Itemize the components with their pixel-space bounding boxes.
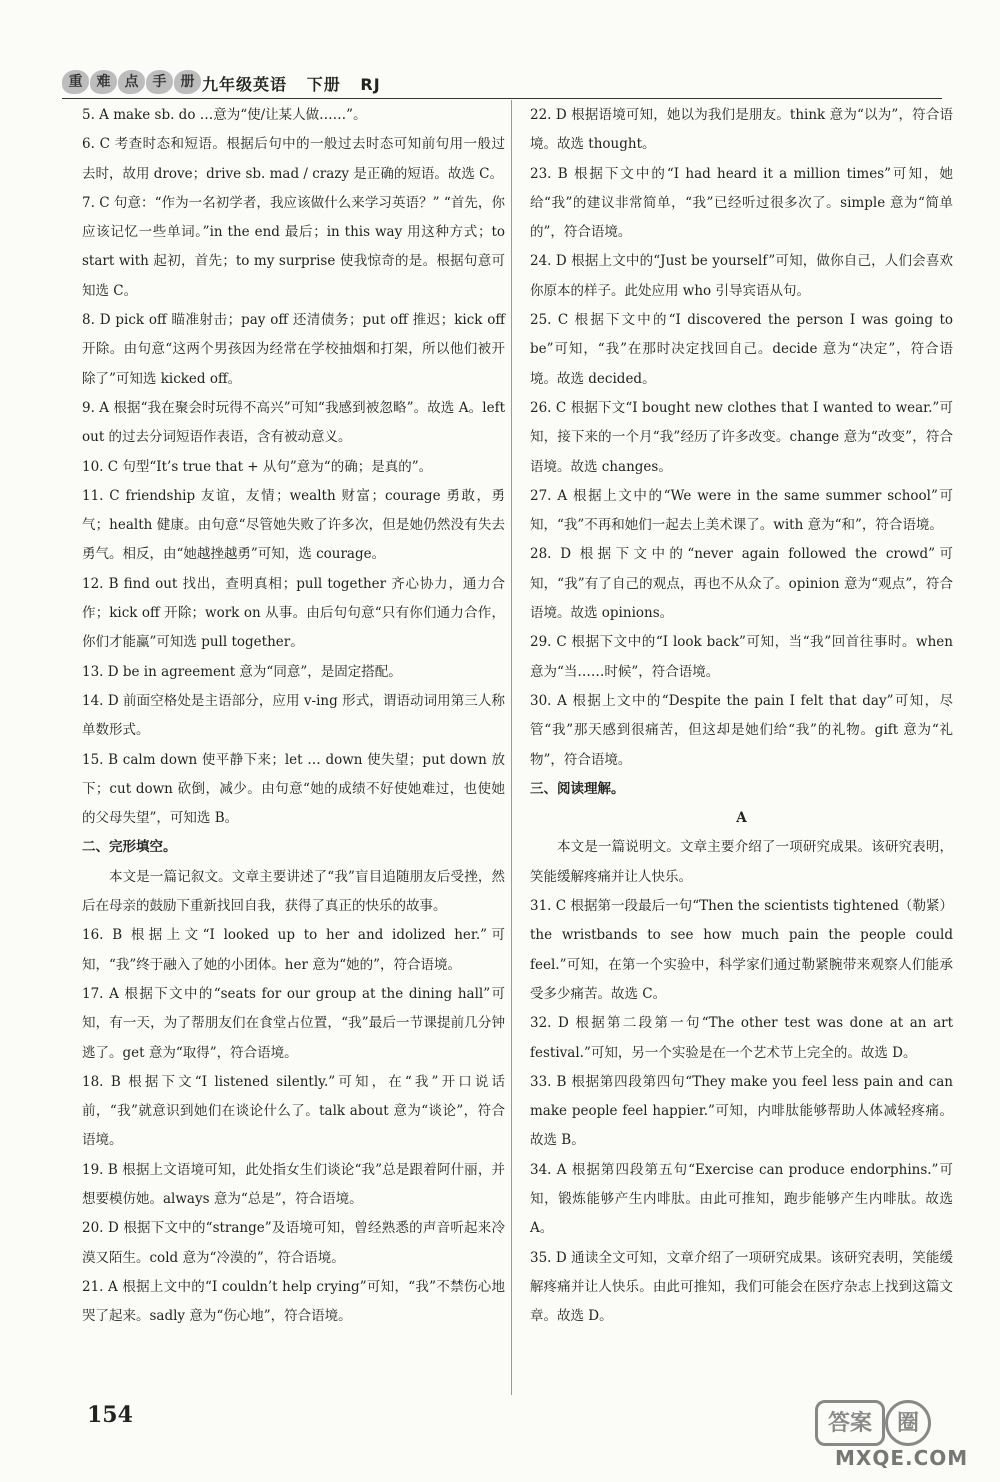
answer-item: 26. C 根据下文“I bought new clothes that I wanted to wear.”可知，接下来的一个月“我”经历了许多改变。change 意为“改变”，符合语境。故选 changes。 — [530, 399, 953, 475]
answer-item: 7. C 句意：“作为一名初学者，我应该做什么来学习英语？” “首先，你应该记忆一些单词。”in the end 最后；in this way 用这种方式；to start with 起初，首先；to my surprise 使我惊奇的是。根据句意可知选 C。 — [82, 194, 505, 299]
answer-item: 19. B 根据上文语境可知，此处指女生们谈论“我”总是跟着阿什丽，并想要模仿她。always 意为“总是”，符合语境。 — [82, 1161, 505, 1207]
left-column — [82, 101, 505, 1331]
answer-item: 21. A 根据上文中的“I couldn’t help crying”可知，“我”不禁伤心地哭了起来。sadly 意为“伤心地”，符合语境。 — [82, 1278, 505, 1325]
logo-char: 册 — [174, 70, 201, 94]
subject-title: 九年级英语 下册 RJ — [202, 75, 381, 94]
answer-item: 24. D 根据上文中的“Just be yourself”可知，做你自己，人们会喜欢你原本的样子。此处应用 who 引导宾语从句。 — [530, 253, 953, 299]
answer-item: 33. B 根据第四段第四句“They make you feel less pain and can make people feel happier.”可知，内啡肽能够帮助人体减轻疼痛。故选 B。 — [530, 1073, 953, 1149]
answer-item: 18. B 根据下文“I listened silently.”可知，在“我”开口说话前，“我”就意识到她们在谈论什么了。talk about 意为“谈论”，符合语境。 — [82, 1073, 505, 1149]
answer-item: 35. D 通读全文可知，文章介绍了一项研究成果。该研究表明，笑能缓解疼痛并让人快乐。由此可推知，我们可能会在医疗杂志上找到这篇文章。故选 D。 — [530, 1249, 953, 1325]
answer-item: 17. A 根据下文中的“seats for our group at the dining hall”可知，有一天，为了帮朋友们在食堂占位置，“我”最后一节课提前几分钟逃了。get 意为“取得”，符合语境。 — [82, 985, 505, 1061]
answer-item: 11. C friendship 友谊，友情；wealth 财富；courage 勇敢，勇气；health 健康。由句意“尽管她失败了许多次，但是她仍然没有失去勇气。相反，由“她越挫越勇”可知，选 courage。 — [82, 487, 505, 563]
answer-item: 20. D 根据下文中的“strange”及语境可知，曾经熟悉的声音听起来冷漠又陌生。cold 意为“冷漠的”，符合语境。 — [82, 1220, 505, 1266]
page-header — [62, 68, 942, 98]
watermark-text: MXQE.COM — [835, 1446, 969, 1470]
answer-item: 13. D be in agreement 意为“同意”，是固定搭配。 — [82, 663, 402, 680]
watermark-logo-icon: 答案 — [815, 1400, 885, 1446]
answer-item: 25. C 根据下文中的“I discovered the person I was going to be”可知，“我”在那时决定找回自己。decide 意为“决定”，符合语境。故选 decided。 — [530, 312, 953, 387]
answer-item: 9. A 根据“我在聚会时玩得不高兴”可知“我感到被忽略”。故选 A。left out 的过去分词短语作表语，含有被动意义。 — [82, 399, 505, 446]
header-rule — [62, 98, 942, 99]
logo-char: 手 — [146, 70, 173, 94]
passage-label: A — [736, 810, 747, 827]
answer-item: 23. B 根据下文中的“I had heard it a million times”可知，她给“我”的建议非常简单，“我”已经听过很多次了。simple 意为“简单的”，符合语境。 — [530, 165, 953, 241]
answer-item: 16. B 根据上文“I looked up to her and idolized her.”可知，“我”终于融入了她的小团体。her 意为“她的”，符合语境。 — [82, 927, 505, 973]
answer-item: 30. A 根据上文中的“Despite the pain I felt that day”可知，尽管“我”那天感到很痛苦，但这却是她们给“我”的礼物。gift 意为“礼物”，符合语境。 — [530, 692, 953, 768]
answer-item: 14. D 前面空格处是主语部分，应用 v-ing 形式，谓语动词用第三人称单数形式。 — [82, 692, 505, 739]
logo-char: 点 — [118, 70, 145, 94]
answer-item: 8. D pick off 瞄准射击；pay off 还清债务；put off 推迟；kick off 开除。由句意“这两个男孩因为经常在学校抽烟和打架，所以他们被开除了”可知选 kicked off。 — [82, 312, 505, 387]
column-divider — [511, 100, 512, 1395]
right-column — [530, 101, 953, 1331]
answer-item: 31. C 根据第一段最后一句“Then the scientists tightened（勒紧）the wristbands to see how much pain the people could feel.”可知，在第一个实验中，科学家们通过勒紧腕带来观察人们能承受多少痛苦。故选 C。 — [530, 898, 953, 1002]
watermark-badge-icon: 圈 — [885, 1400, 931, 1446]
answer-item: 15. B calm down 使平静下来；let … down 使失望；put down 放下；cut down 砍倒，减少。由句意“她的成绩不好使她难过，也使她的父母失望”，可知选 B。 — [82, 751, 505, 827]
page-number: 154 — [87, 1402, 133, 1428]
answer-item: 27. A 根据上文中的“We were in the same summer school”可知，“我”不再和她们一起去上美术课了。with 意为“和”，符合语境。 — [530, 487, 953, 534]
answer-item: 10. C 句型“It’s true that + 从句”意为“的确；是真的”。 — [82, 458, 433, 475]
section-intro: 本文是一篇说明文。文章主要介绍了一项研究成果。该研究表明，笑能缓解疼痛并让人快乐。 — [530, 839, 953, 885]
logo-char: 重 — [62, 70, 89, 94]
watermark — [815, 1400, 985, 1470]
answer-item: 32. D 根据第二段第一句“The other test was done at an art festival.”可知，另一个实验是在一个艺术节上完全的。故选 D。 — [530, 1015, 953, 1061]
section-heading: 三、阅读理解。 — [530, 780, 625, 797]
answer-item: 12. B find out 找出，查明真相；pull together 齐心协力，通力合作；kick off 开除；work on 从事。由后句句意“只有你们通力合作，你们才能赢”可知选 pull together。 — [82, 575, 505, 651]
answer-item: 5. A make sb. do …意为“使/让某人做……”。 — [82, 107, 367, 123]
answer-item: 22. D 根据语境可知，她以为我们是朋友。think 意为“以为”，符合语境。故选 thought。 — [530, 107, 953, 153]
book-logo — [62, 70, 202, 96]
answer-item: 34. A 根据第四段第五句“Exercise can produce endorphins.”可知，锻炼能够产生内啡肽。由此可推知，跑步能够产生内啡肽。故选 A。 — [530, 1161, 953, 1237]
answer-item: 28. D 根据下文中的“never again followed the crowd”可知，“我”有了自己的观点，再也不从众了。opinion 意为“观点”，符合语境。故选 opinions。 — [530, 546, 953, 622]
answer-item: 29. C 根据下文中的“I look back”可知，当“我”回首往事时。when 意为“当……时候”，符合语境。 — [530, 634, 953, 680]
section-heading: 二、完形填空。 — [82, 839, 177, 856]
section-intro: 本文是一篇记叙文。文章主要讲述了“我”盲目追随朋友后受挫，然后在母亲的鼓励下重新找回自我，获得了真正的快乐的故事。 — [82, 868, 505, 915]
answer-item: 6. C 考查时态和短语。根据后句中的一般过去时态可知前句用一般过去时，故用 drove；drive sb. mad / crazy 是正确的短语。故选 C。 — [82, 136, 505, 182]
logo-char: 难 — [90, 70, 117, 94]
